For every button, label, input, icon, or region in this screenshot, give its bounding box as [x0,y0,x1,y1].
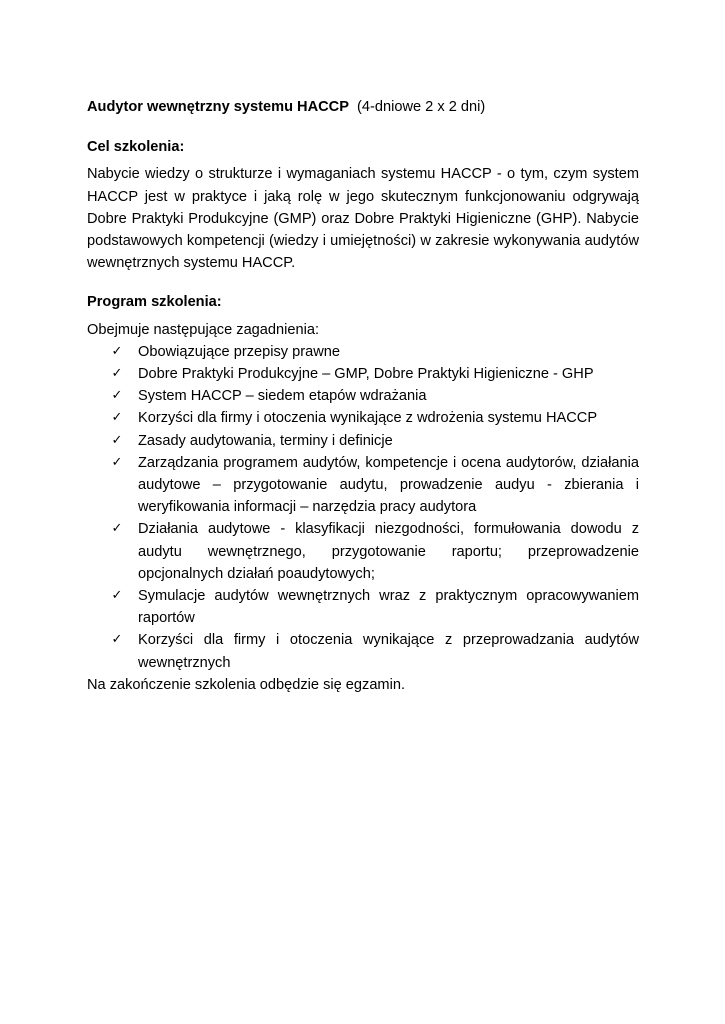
checkmark-icon: ✓ [111,343,123,359]
checkmark-icon: ✓ [111,632,123,648]
closing-note: Na zakończenie szkolenia odbędzie się egzamin. [87,676,406,693]
list-item-text: Zarządzania programem audytów, kompetencje i ocena audytorów, działania audytowe – przygotowanie audytu, prowadzenie audyu - zbierania i weryfikowania informacji – narzędzia pracy audytora [138,454,639,516]
list-item [87,430,639,452]
list-item [87,629,639,673]
list-item [87,585,639,629]
list-item-text: Korzyści dla firmy i otoczenia wynikające z wdrożenia systemu HACCP [138,410,598,427]
checkmark-icon: ✓ [111,521,123,537]
list-item [87,518,639,585]
list-item-text: Symulacje audytów wewnętrznych wraz z praktycznym opracowywaniem raportów [138,588,639,627]
checkmark-icon: ✓ [111,366,123,382]
list-item-text: Działania audytowe - klasyfikacji niezgodności, formułowania dowodu z audytu wewnętrznego, przygotowanie raportu; przeprowadzenie opcjonalnych działań poaudytowych; [138,521,639,582]
list-item-text: Zasady audytowania, terminy i definicje [138,432,393,449]
list-item-text: Korzyści dla firmy i otoczenia wynikające z przeprowadzania audytów wewnętrznych [138,632,639,671]
document-page [87,96,639,696]
list-item [87,363,639,385]
title-duration: (4-dniowe 2 x 2 dni) [357,99,486,115]
program-intro: Obejmuje następujące zagadnienia: [87,321,320,338]
list-item-text: Obowiązujące przepisy prawne [138,343,340,360]
list-item-text: Dobre Praktyki Produkcyjne – GMP, Dobre Praktyki Higieniczne - GHP [138,366,594,383]
goal-text: Nabycie wiedzy o strukturze i wymaganiach systemu HACCP - o tym, czym system HACCP jest w praktyce i jaką rolę w jego skutecznym funkcjonowaniu odgrywają Dobre Praktyki Produkcyjne (GMP) oraz Dobre Praktyki Higieniczne (GHP). Nabycie podstawowych kompetencji (wiedzy i umiejętności) w zakresie wykonywania audytów wewnętrznych systemu HACCP. [87,166,639,272]
checkmark-icon: ✓ [111,388,123,404]
checkmark-icon: ✓ [111,454,123,470]
checkmark-icon: ✓ [111,432,123,448]
list-item [87,341,639,363]
checkmark-icon: ✓ [111,588,123,604]
program-heading: Program szkolenia: [87,294,222,311]
title-main: Audytor wewnętrzny systemu HACCP [87,99,349,115]
goal-heading: Cel szkolenia: [87,139,185,156]
checkmark-icon: ✓ [111,410,123,426]
list-item-text: System HACCP – siedem etapów wdrażania [138,388,427,405]
program-list [87,341,639,674]
list-item [87,385,639,407]
list-item [87,452,639,519]
list-item [87,407,639,429]
document-title [87,96,639,118]
